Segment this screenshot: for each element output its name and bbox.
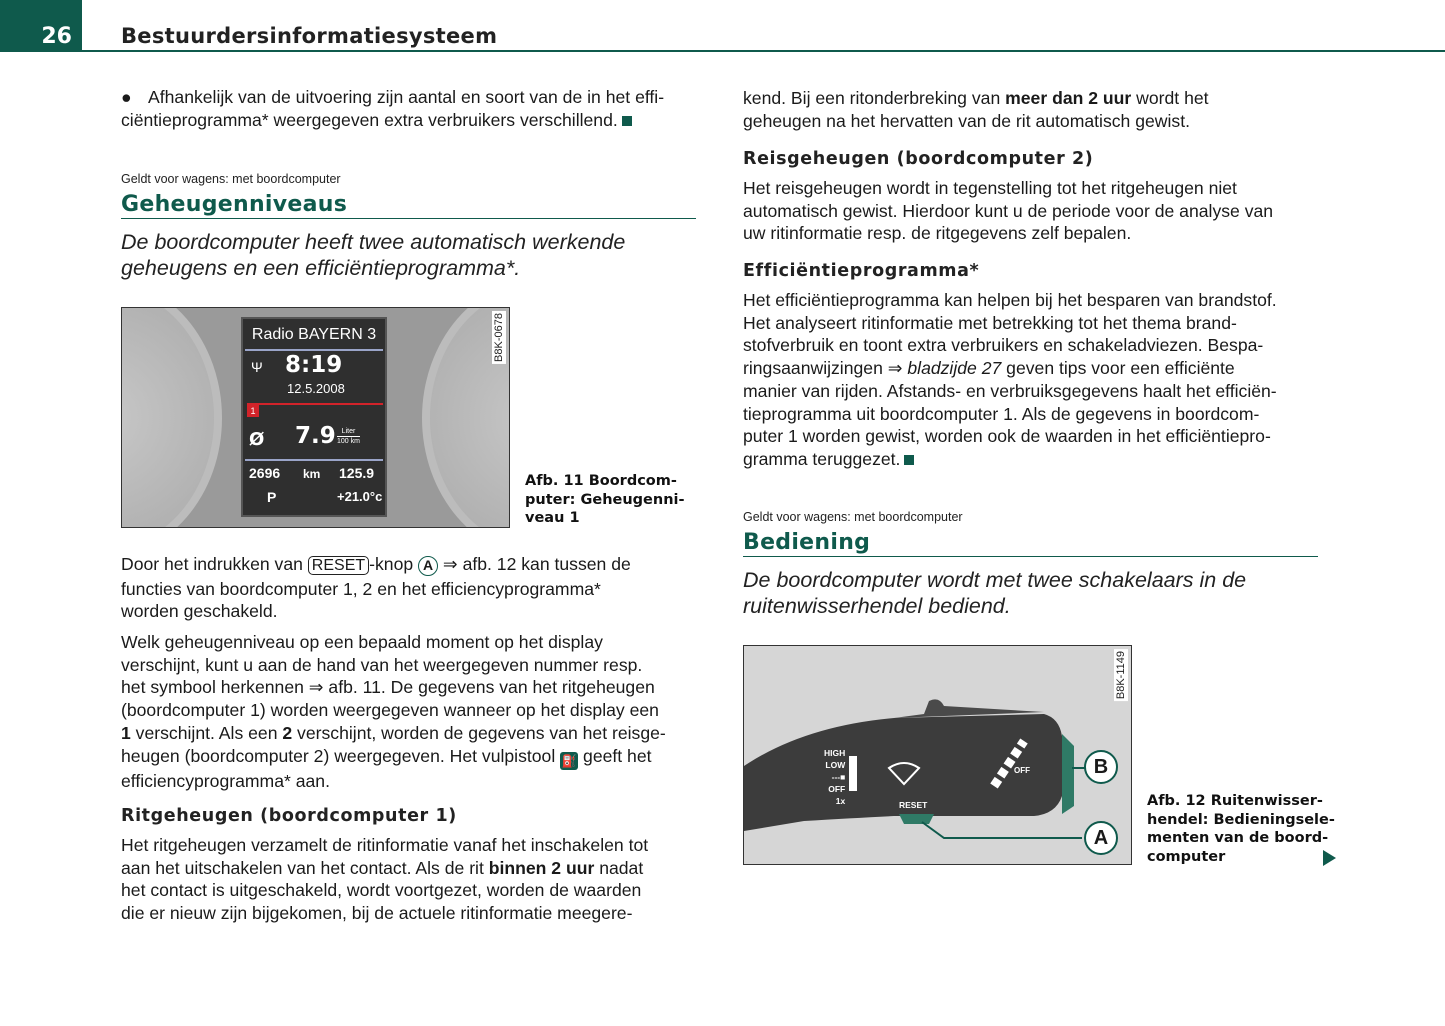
wiper-lever-illustration [744,646,1132,865]
text: ⇒ afb. 12 kan tussen de functies van boordcomputer 1, 2 en het efficiencyprogramma* worden geschakeld. [121,554,631,622]
paragraph [743,87,1343,132]
end-square-icon [622,116,632,126]
header-rule [82,50,1445,52]
paragraph: Het reisgeheugen wordt in tegenstelling tot het ritgeheugen niet automatisch gewist. Hierdoor kunt u de periode voor de analyse van uw ritinformatie resp. de ritgegevens zelf bepalen. [743,178,1274,244]
range-value: 2696 [249,465,281,481]
figure-id: B8K-0678 [493,313,505,362]
figure-id: B8K-1149 [1115,651,1127,700]
text-bold: meer dan 2 uur [1005,88,1132,108]
text: Het efficiëntieprogramma kan helpen bij het besparen van brandstof. Het analyseert ritinformatie met betrekking tot het thema brand- stofverbruik en toont extra verbruikers en schakeladviezen. Bespa- ringsaanwijzingen ⇒ [743,290,1277,379]
section-heading: Geheugenniveaus [121,192,696,219]
text: kend. Bij een ritonderbreking van [743,88,1006,108]
paragraph [121,553,711,623]
average-icon: Ø [249,429,265,450]
text-bold: 1 [121,722,131,743]
text-bold: 2 [282,722,293,743]
reset-key-symbol: RESET [308,556,369,575]
bullet-text: Afhankelijk van de uitvoering zijn aantal en soort van de in het effi- ciëntieprogramma* weergegeven extra verbruikers verschillend. [121,87,665,130]
text: -knop [369,554,419,574]
text: geeft het efficiencyprogramma* aan. [121,745,652,791]
memory-level-badge: 1 [247,405,259,417]
wiper-high-label: HIGH [824,748,846,758]
wiper-once-label: 1x [835,796,846,806]
display-screen [241,317,387,517]
wiper-intermittent-label: ---■ [831,772,846,782]
text: wordt het geheugen na het hervatten van de rit automatisch gewist. [743,88,1209,131]
section-intro: De boordcomputer heeft twee automatisch werkende geheugens en een efficiëntieprogramma*. [121,230,626,280]
label-a-circle: A [418,556,438,576]
page-link[interactable]: bladzijde 27 [907,358,1002,379]
paragraph [121,631,711,792]
end-square-icon [904,455,914,465]
outside-temp: +21.0°c [337,489,383,504]
applies-note: Geldt voor wagens: met boordcomputer [121,172,341,186]
chapter-title: Bestuurdersinformatiesysteem [121,24,498,48]
unit-liter: Liter [337,427,360,437]
text: Welk geheugenniveau op een bepaald moment op het display verschijnt, kunt u aan de hand van het weergegeven nummer resp. het symbool herkennen ⇒ afb. 11. De gegevens van het ritgeheugen (boordcomputer 1) worden weergegeven wanneer op het display een [121,632,659,721]
clock-date: 12.5.2008 [287,381,345,396]
figure-caption: Afb. 11 Boordcom- puter: Geheugenni- veau 1 [525,473,685,526]
subheading: Ritgeheugen (boordcomputer 1) [121,806,457,826]
wiper-off-label: OFF [828,784,846,794]
paragraph [743,289,1343,471]
section-intro: De boordcomputer wordt met twee schakelaars in de ruitenwisserhendel bediend. [743,568,1247,618]
antenna-icon: Ψ [251,359,263,375]
subheading: Efficiëntieprogramma* [743,261,980,281]
wiper-low-label: LOW [825,760,846,770]
subheading: Reisgeheugen (boordcomputer 2) [743,149,1094,169]
bullet-item [121,86,711,131]
unit-km: 100 km [337,438,360,445]
callout-a: A [1084,821,1118,855]
reset-label: RESET [899,800,928,810]
next-page-arrow-icon[interactable] [1323,850,1336,866]
figure-wiper-lever [743,645,1132,865]
section-heading: Bediening [743,530,1318,557]
applies-note: Geldt voor wagens: met boordcomputer [743,510,963,524]
fuel-pump-icon: ⛽ [561,753,577,768]
text: Door het indrukken van [121,554,308,574]
text-bold: binnen 2 uur [488,857,595,878]
text: verschijnt. Als een [130,722,283,743]
text: Het ritgeheugen verzamelt de ritinformatie vanaf het inschakelen tot aan het uitschakelen van het contact. Als de rit [121,835,649,878]
text: nadat het contact is uitgeschakeld, wordt voortgezet, worden de waarden die er nieuw zijn bijgekomen, bij de actuele ritinformatie meegere- [121,857,644,924]
text: verschijnt, worden de gegevens van het reisge- heugen (boordcomputer 2) weergegeven. Het vulpistool [121,722,666,766]
figure-caption: Afb. 12 Ruitenwisser- hendel: Bedieningsele- menten van de boord- computer [1147,793,1335,865]
page-number: 26 [0,0,82,52]
figure-dashboard [121,307,510,528]
gear-indicator: P [267,489,277,505]
consumption-value: 7.9 [295,423,336,449]
bullet-icon: ● [121,87,132,107]
radio-station: Radio BAYERN 3 [251,326,377,343]
rear-wiper-off-label: OFF [1014,766,1030,775]
odometer-value: 125.9 [339,465,375,481]
callout-b: B [1084,750,1118,784]
range-unit: km [303,467,321,481]
gauge-left [121,307,222,528]
clock-time: 8:19 [285,352,343,378]
text: geven tips voor een efficiënte manier van rijden. Afstands- en verbruiksgegevens haalt het efficiën- tieprogramma uit boordcomputer 1. Als de gegevens in boordcom- puter 1 worden gewist, worden ook de waarden in het efficiëntiepro- gramma teruggezet. [743,358,1277,469]
paragraph [121,834,711,925]
